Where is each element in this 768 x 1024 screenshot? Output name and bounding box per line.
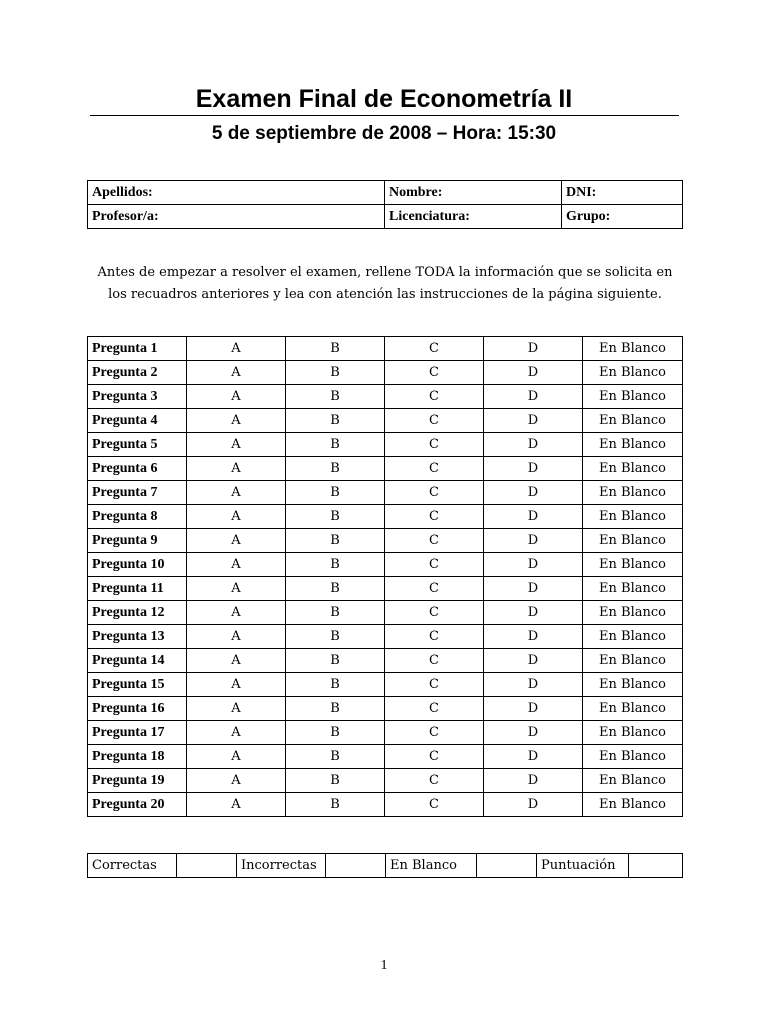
option-c-cell[interactable]: C <box>385 361 484 385</box>
option-b-cell[interactable]: B <box>286 697 385 721</box>
option-d-cell[interactable]: D <box>484 361 583 385</box>
option-blank-cell[interactable]: En Blanco <box>583 553 683 577</box>
option-c-cell[interactable]: C <box>385 721 484 745</box>
blank-count-box[interactable] <box>477 854 537 878</box>
option-blank-cell[interactable]: En Blanco <box>583 481 683 505</box>
option-b-cell[interactable]: B <box>286 673 385 697</box>
option-c-cell[interactable]: C <box>385 697 484 721</box>
option-b-cell[interactable]: B <box>286 505 385 529</box>
incorrect-count-box[interactable] <box>326 854 386 878</box>
option-d-cell[interactable]: D <box>484 625 583 649</box>
question-label: Pregunta 17 <box>88 721 187 745</box>
option-blank-cell[interactable]: En Blanco <box>583 745 683 769</box>
option-blank-cell[interactable]: En Blanco <box>583 721 683 745</box>
option-a-cell[interactable]: A <box>187 433 286 457</box>
question-row <box>88 721 683 745</box>
student-info-row <box>88 181 683 205</box>
option-d-cell[interactable]: D <box>484 505 583 529</box>
question-label: Pregunta 11 <box>88 577 187 601</box>
option-d-cell[interactable]: D <box>484 409 583 433</box>
question-row <box>88 457 683 481</box>
option-b-cell[interactable]: B <box>286 361 385 385</box>
option-a-cell[interactable]: A <box>187 601 286 625</box>
option-c-cell[interactable]: C <box>385 481 484 505</box>
option-c-cell[interactable]: C <box>385 577 484 601</box>
option-d-cell[interactable]: D <box>484 649 583 673</box>
option-blank-cell[interactable]: En Blanco <box>583 385 683 409</box>
option-d-cell[interactable]: D <box>484 697 583 721</box>
question-label: Pregunta 2 <box>88 361 187 385</box>
question-row <box>88 745 683 769</box>
option-b-cell[interactable]: B <box>286 577 385 601</box>
option-d-cell[interactable]: D <box>484 337 583 361</box>
option-b-cell[interactable]: B <box>286 457 385 481</box>
option-a-cell[interactable]: A <box>187 577 286 601</box>
option-blank-cell[interactable]: En Blanco <box>583 529 683 553</box>
question-label: Pregunta 14 <box>88 649 187 673</box>
option-c-cell[interactable]: C <box>385 625 484 649</box>
option-d-cell[interactable]: D <box>484 793 583 817</box>
score-summary-table <box>87 853 683 878</box>
question-row <box>88 337 683 361</box>
correct-label: Correctas <box>88 854 177 878</box>
option-blank-cell[interactable]: En Blanco <box>583 457 683 481</box>
option-c-cell[interactable]: C <box>385 337 484 361</box>
option-d-cell[interactable]: D <box>484 385 583 409</box>
option-d-cell[interactable]: D <box>484 433 583 457</box>
student-info-row <box>88 205 683 229</box>
option-blank-cell[interactable]: En Blanco <box>583 433 683 457</box>
option-d-cell[interactable]: D <box>484 745 583 769</box>
degree-field[interactable]: Licenciatura: <box>385 205 562 229</box>
option-a-cell[interactable]: A <box>187 793 286 817</box>
exam-date-time: 5 de septiembre de 2008 – Hora: 15:30 <box>211 123 557 144</box>
student-info-table <box>87 180 683 229</box>
option-d-cell[interactable]: D <box>484 553 583 577</box>
option-a-cell[interactable]: A <box>187 337 286 361</box>
question-row <box>88 505 683 529</box>
option-b-cell[interactable]: B <box>286 649 385 673</box>
option-c-cell[interactable]: C <box>385 745 484 769</box>
option-d-cell[interactable]: D <box>484 769 583 793</box>
answer-sheet-table <box>87 336 683 817</box>
question-row <box>88 481 683 505</box>
question-row <box>88 625 683 649</box>
option-c-cell[interactable]: C <box>385 505 484 529</box>
option-a-cell[interactable]: A <box>187 625 286 649</box>
option-a-cell[interactable]: A <box>187 745 286 769</box>
question-label: Pregunta 16 <box>88 697 187 721</box>
option-b-cell[interactable]: B <box>286 625 385 649</box>
option-b-cell[interactable]: B <box>286 745 385 769</box>
option-b-cell[interactable]: B <box>286 337 385 361</box>
option-blank-cell[interactable]: En Blanco <box>583 409 683 433</box>
question-row <box>88 649 683 673</box>
question-row <box>88 409 683 433</box>
option-b-cell[interactable]: B <box>286 553 385 577</box>
option-c-cell[interactable]: C <box>385 601 484 625</box>
option-d-cell[interactable]: D <box>484 673 583 697</box>
option-a-cell[interactable]: A <box>187 697 286 721</box>
option-blank-cell[interactable]: En Blanco <box>583 649 683 673</box>
question-row <box>88 529 683 553</box>
group-field[interactable]: Grupo: <box>562 205 683 229</box>
option-a-cell[interactable]: A <box>187 409 286 433</box>
option-c-cell[interactable]: C <box>385 793 484 817</box>
question-label: Pregunta 19 <box>88 769 187 793</box>
option-b-cell[interactable]: B <box>286 433 385 457</box>
option-c-cell[interactable]: C <box>385 553 484 577</box>
option-a-cell[interactable]: A <box>187 457 286 481</box>
option-blank-cell[interactable]: En Blanco <box>583 625 683 649</box>
question-label: Pregunta 8 <box>88 505 187 529</box>
score-label: Puntuación <box>537 854 629 878</box>
instructions-paragraph <box>88 262 682 306</box>
question-row <box>88 601 683 625</box>
question-label: Pregunta 18 <box>88 745 187 769</box>
question-label: Pregunta 1 <box>88 337 187 361</box>
option-a-cell[interactable]: A <box>187 673 286 697</box>
surname-field[interactable]: Apellidos: <box>88 181 385 205</box>
score-value-box[interactable] <box>629 854 683 878</box>
option-b-cell[interactable]: B <box>286 793 385 817</box>
page-number: 1 <box>380 958 388 973</box>
question-row <box>88 577 683 601</box>
question-label: Pregunta 4 <box>88 409 187 433</box>
professor-field[interactable]: Profesor/a: <box>88 205 385 229</box>
question-row <box>88 673 683 697</box>
option-c-cell[interactable]: C <box>385 769 484 793</box>
option-blank-cell[interactable]: En Blanco <box>583 769 683 793</box>
option-c-cell[interactable]: C <box>385 409 484 433</box>
blank-label: En Blanco <box>386 854 477 878</box>
title-underline <box>90 115 679 116</box>
incorrect-label: Incorrectas <box>237 854 326 878</box>
option-a-cell[interactable]: A <box>187 361 286 385</box>
option-b-cell[interactable]: B <box>286 721 385 745</box>
correct-count-box[interactable] <box>177 854 237 878</box>
question-row <box>88 385 683 409</box>
option-c-cell[interactable]: C <box>385 457 484 481</box>
instructions-line: Antes de empezar a resolver el examen, rellene TODA la información que se solicita en <box>97 265 673 280</box>
option-a-cell[interactable]: A <box>187 505 286 529</box>
option-blank-cell[interactable]: En Blanco <box>583 337 683 361</box>
option-d-cell[interactable]: D <box>484 481 583 505</box>
option-d-cell[interactable]: D <box>484 457 583 481</box>
option-b-cell[interactable]: B <box>286 385 385 409</box>
option-blank-cell[interactable]: En Blanco <box>583 505 683 529</box>
question-row <box>88 361 683 385</box>
exam-title: Examen Final de Econometría II <box>195 85 573 113</box>
option-a-cell[interactable]: A <box>187 481 286 505</box>
option-b-cell[interactable]: B <box>286 529 385 553</box>
option-d-cell[interactable]: D <box>484 529 583 553</box>
option-d-cell[interactable]: D <box>484 577 583 601</box>
question-row <box>88 769 683 793</box>
option-b-cell[interactable]: B <box>286 601 385 625</box>
question-label: Pregunta 12 <box>88 601 187 625</box>
question-label: Pregunta 5 <box>88 433 187 457</box>
option-b-cell[interactable]: B <box>286 769 385 793</box>
question-label: Pregunta 20 <box>88 793 187 817</box>
option-blank-cell[interactable]: En Blanco <box>583 697 683 721</box>
option-a-cell[interactable]: A <box>187 529 286 553</box>
option-blank-cell[interactable]: En Blanco <box>583 793 683 817</box>
question-label: Pregunta 7 <box>88 481 187 505</box>
option-c-cell[interactable]: C <box>385 433 484 457</box>
first-name-field[interactable]: Nombre: <box>385 181 562 205</box>
question-row <box>88 697 683 721</box>
option-a-cell[interactable]: A <box>187 649 286 673</box>
option-blank-cell[interactable]: En Blanco <box>583 673 683 697</box>
question-label: Pregunta 9 <box>88 529 187 553</box>
option-blank-cell[interactable]: En Blanco <box>583 601 683 625</box>
option-a-cell[interactable]: A <box>187 769 286 793</box>
option-a-cell[interactable]: A <box>187 553 286 577</box>
option-c-cell[interactable]: C <box>385 529 484 553</box>
option-d-cell[interactable]: D <box>484 721 583 745</box>
question-label: Pregunta 3 <box>88 385 187 409</box>
question-row <box>88 793 683 817</box>
instructions-line: los recuadros anteriores y lea con atención las instrucciones de la página siguiente. <box>108 287 662 302</box>
question-row <box>88 433 683 457</box>
question-label: Pregunta 6 <box>88 457 187 481</box>
option-a-cell[interactable]: A <box>187 385 286 409</box>
dni-field[interactable]: DNI: <box>562 181 683 205</box>
option-d-cell[interactable]: D <box>484 601 583 625</box>
question-row <box>88 553 683 577</box>
option-b-cell[interactable]: B <box>286 409 385 433</box>
option-blank-cell[interactable]: En Blanco <box>583 577 683 601</box>
question-label: Pregunta 13 <box>88 625 187 649</box>
option-c-cell[interactable]: C <box>385 649 484 673</box>
score-row <box>88 854 683 878</box>
option-a-cell[interactable]: A <box>187 721 286 745</box>
question-label: Pregunta 15 <box>88 673 187 697</box>
option-blank-cell[interactable]: En Blanco <box>583 361 683 385</box>
option-c-cell[interactable]: C <box>385 673 484 697</box>
question-label: Pregunta 10 <box>88 553 187 577</box>
option-c-cell[interactable]: C <box>385 385 484 409</box>
option-b-cell[interactable]: B <box>286 481 385 505</box>
